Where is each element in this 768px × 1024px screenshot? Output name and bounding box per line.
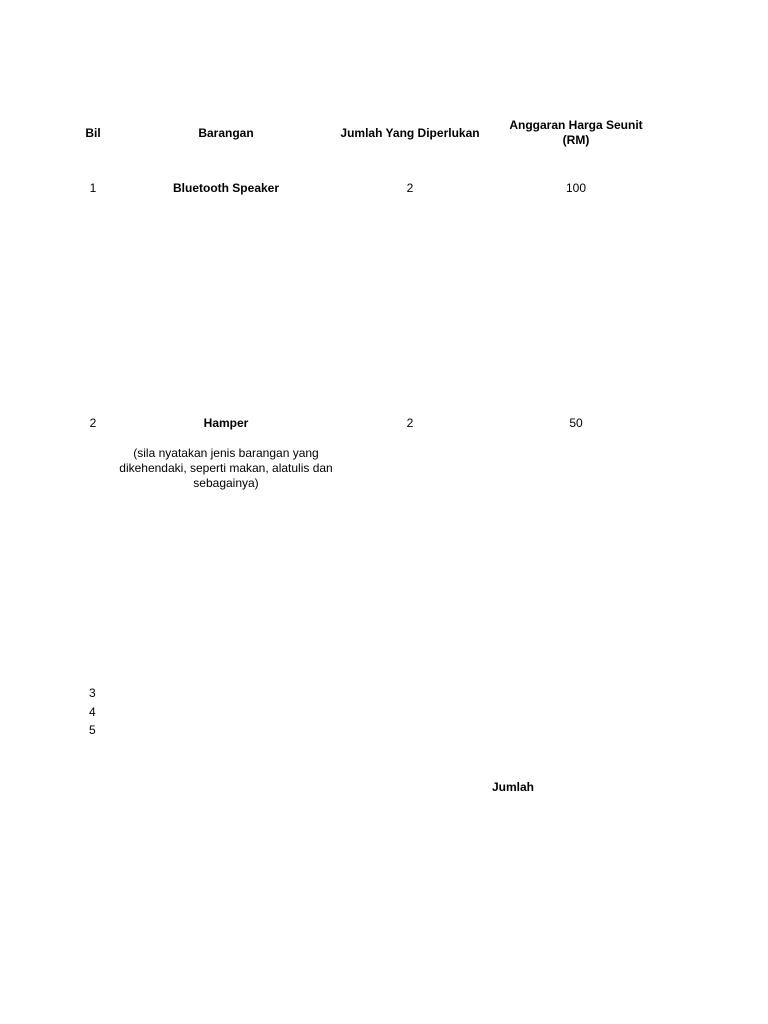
row-1-jumlah: 2 (406, 181, 414, 195)
header-bil: Bil (85, 126, 101, 140)
row-2-harga: 50 (569, 416, 583, 430)
total-label: Jumlah (491, 780, 535, 794)
header-anggaran-harga-line1: Anggaran Harga Seunit (509, 118, 643, 132)
header-anggaran-harga-line2: (RM) (562, 133, 590, 147)
row-1-harga: 100 (565, 181, 587, 195)
row-1-bil: 1 (89, 181, 97, 195)
row-2-jumlah: 2 (406, 416, 414, 430)
row-2-bil: 2 (89, 416, 97, 430)
row-2-barangan: Hamper (203, 416, 249, 430)
row-1-barangan: Bluetooth Speaker (172, 181, 280, 195)
row-5-bil: 5 (89, 723, 96, 737)
row-4-bil: 4 (89, 705, 96, 719)
header-barangan: Barangan (198, 126, 254, 140)
row-3-bil: 3 (89, 686, 96, 700)
row-2-note: (sila nyatakan jenis barangan yang dikehendaki, seperti makan, alatulis dan sebagainya) (119, 446, 333, 490)
header-jumlah-diperlukan: Jumlah Yang Diperlukan (340, 126, 480, 140)
